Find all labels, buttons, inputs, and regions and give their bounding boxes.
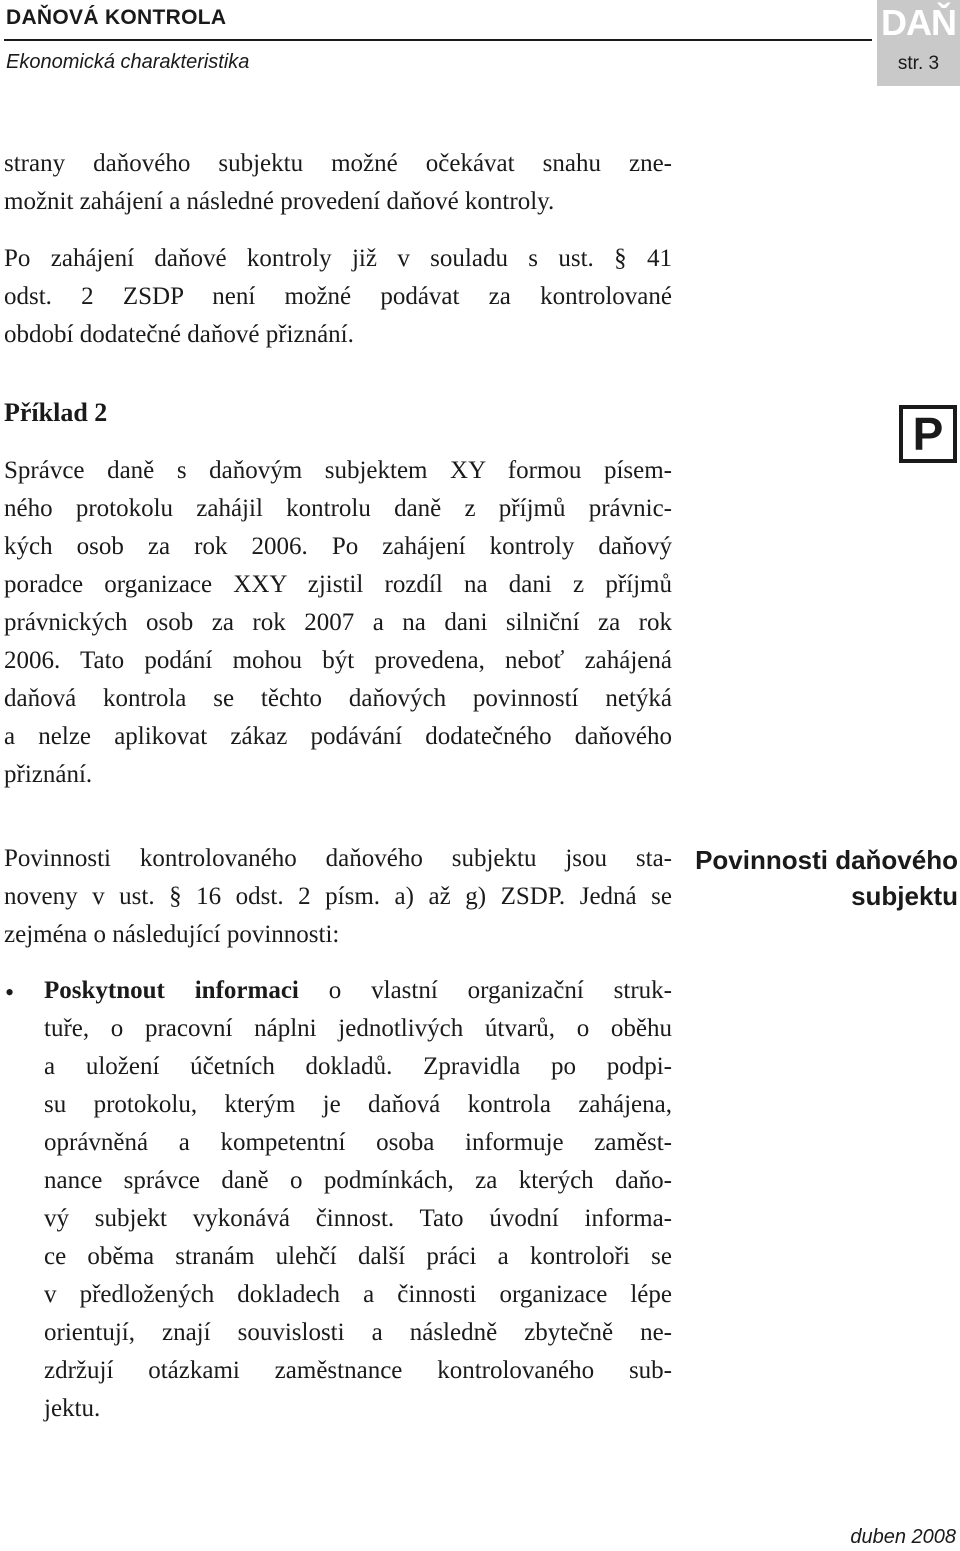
example-heading: Příklad 2 bbox=[4, 398, 108, 427]
text-line: su protokolu, kterým je daňová kontrola zahájena, bbox=[44, 1091, 672, 1118]
text-line: ného protokolu zahájil kontrolu daně z příjmů právnic- bbox=[4, 495, 672, 522]
text-line: přiznání. bbox=[4, 761, 93, 788]
paragraph-obligations-intro bbox=[4, 840, 672, 954]
text-line bbox=[44, 972, 672, 1010]
text-line: a uložení účetních dokladů. Zpravidla po podpi- bbox=[44, 1053, 672, 1080]
footer-date: duben 2008 bbox=[850, 1526, 956, 1548]
header-rule bbox=[4, 39, 872, 41]
text-line: možnit zahájení a následné provedení daňové kontroly. bbox=[4, 188, 555, 215]
text-line: tuře, o pracovní náplni jednotlivých útvarů, o oběhu bbox=[44, 1015, 672, 1042]
margin-note bbox=[684, 842, 958, 914]
text-line: odst. 2 ZSDP není možné podávat za kontrolované bbox=[4, 283, 672, 310]
page-number: str. 3 bbox=[897, 53, 940, 74]
running-header-title: DAŇOVÁ KONTROLA bbox=[6, 6, 227, 29]
paragraph-no-amendment bbox=[4, 240, 672, 354]
bullet-bold-lead: Poskytnout informaci bbox=[44, 977, 299, 1004]
text-line: Správce daně s daňovým subjektem XY formou písem- bbox=[4, 457, 672, 484]
margin-note-line: Povinnosti daňového bbox=[695, 845, 958, 875]
text-line: období dodatečné daňové přiznání. bbox=[4, 321, 354, 348]
publication-logo-text: DAŇ bbox=[881, 2, 956, 43]
example-body bbox=[4, 452, 672, 794]
text-line: vý subjekt vykonává činnost. Tato úvodní informa- bbox=[44, 1205, 672, 1232]
text-line: zejména o následující povinnosti: bbox=[4, 921, 340, 948]
text-line: zdržují otázkami zaměstnance kontrolovaného sub- bbox=[44, 1357, 672, 1384]
text-line: Po zahájení daňové kontroly již v souladu s ust. § 41 bbox=[4, 245, 672, 272]
text-line: noveny v ust. § 16 odst. 2 písm. a) až g) ZSDP. Jedná se bbox=[4, 883, 672, 910]
text-line: orientují, znají souvislosti a následně zbytečně ne- bbox=[44, 1319, 672, 1346]
running-header-subtitle: Ekonomická charakteristika bbox=[6, 51, 250, 73]
text-line: daňová kontrola se těchto daňových povinností netýká bbox=[4, 685, 672, 712]
text-line: ce oběma stranám ulehčí další práci a kontroloři se bbox=[44, 1243, 672, 1270]
text-line: právnických osob za rok 2007 a na dani silniční za rok bbox=[4, 609, 672, 636]
text-line: strany daňového subjektu možné očekávat snahu zne- bbox=[4, 150, 672, 177]
publication-tab bbox=[877, 0, 960, 86]
bullet-icon: • bbox=[5, 978, 15, 1007]
text-line: oprávněná a kompetentní osoba informuje zaměst- bbox=[44, 1129, 672, 1156]
bullet-item-text bbox=[44, 972, 672, 1428]
text-line: Povinnosti kontrolovaného daňového subjektu jsou sta- bbox=[4, 845, 672, 872]
text-line: nance správce daně o podmínkách, za kterých daňo- bbox=[44, 1167, 672, 1194]
text-line: kých osob za rok 2006. Po zahájení kontroly daňový bbox=[4, 533, 672, 560]
paragraph-continuation bbox=[4, 145, 672, 221]
example-marker-icon: P bbox=[899, 405, 957, 463]
text-line: v předložených dokladech a činnosti organizace lépe bbox=[44, 1281, 672, 1308]
text-line: poradce organizace XXY zjistil rozdíl na dani z příjmů bbox=[4, 571, 672, 598]
text-line: 2006. Tato podání mohou být provedena, neboť zahájená bbox=[4, 647, 672, 674]
text-line: jektu. bbox=[44, 1395, 101, 1422]
margin-note-line: subjektu bbox=[851, 881, 958, 911]
bullet-first-line-rest: o vlastní organizační struk- bbox=[298, 977, 673, 1004]
text-line: a nelze aplikovat zákaz podávání dodatečného daňového bbox=[4, 723, 672, 750]
